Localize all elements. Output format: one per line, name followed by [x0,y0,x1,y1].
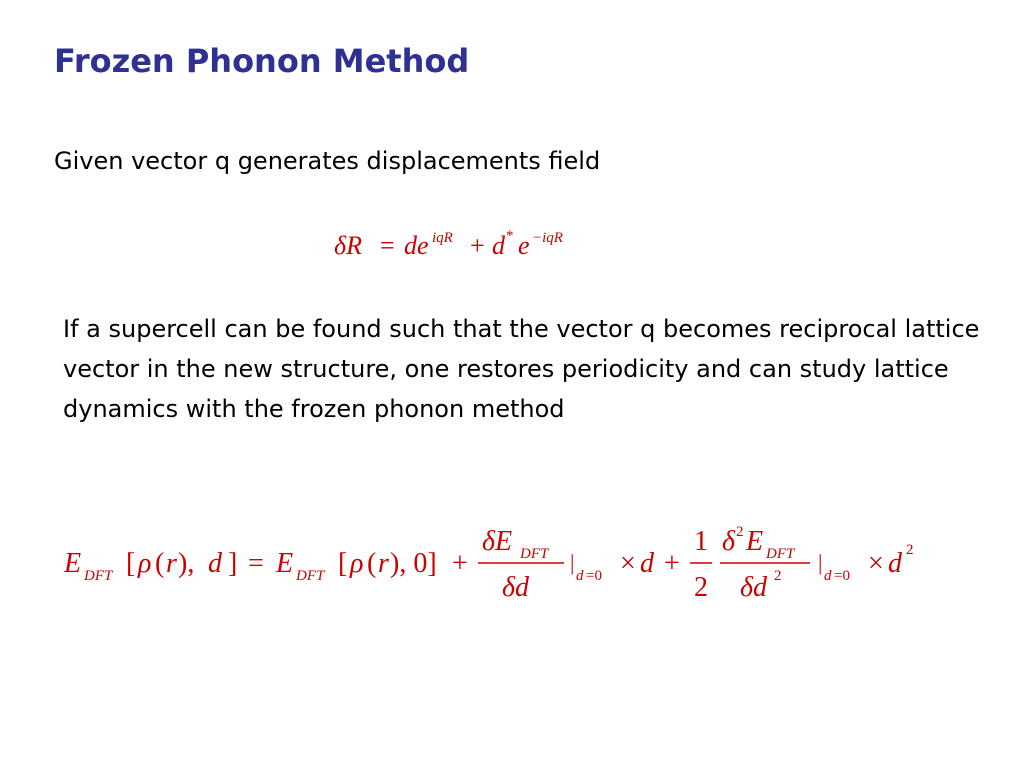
svg-text:),: ), [178,548,195,579]
svg-text:−iqR: −iqR [532,230,563,246]
svg-text:DFT: DFT [520,546,549,562]
svg-text:|: | [570,550,575,575]
svg-text:d: d [888,548,902,579]
svg-text:=0: =0 [834,568,850,584]
svg-text:(: ( [155,548,165,579]
svg-text:DFT: DFT [296,568,325,584]
svg-text:2: 2 [906,542,914,558]
svg-text:2: 2 [774,568,782,584]
svg-text:1: 1 [694,526,708,557]
svg-text:(: ( [367,548,377,579]
svg-text:]: ] [228,548,238,579]
svg-text:+: + [452,548,468,579]
svg-text:=0: =0 [586,568,602,584]
svg-text:de: de [404,231,429,260]
svg-text:d: d [492,231,505,260]
svg-text:e: e [518,231,530,260]
svg-text:d: d [640,548,654,579]
svg-text:DFT: DFT [766,546,795,562]
svg-text:E: E [64,548,82,579]
svg-text:=: = [248,548,264,579]
svg-text:δR: δR [334,231,362,260]
svg-text:δ: δ [722,526,736,557]
svg-text:d: d [576,568,584,584]
displacement-field-equation [320,218,620,278]
svg-text:δd: δd [502,572,530,603]
svg-text:2: 2 [694,572,708,603]
svg-text:ρ: ρ [350,548,364,579]
svg-text:+: + [470,231,485,260]
body-paragraph: If a supercell can be found such that the vector q becomes reciprocal lattice vector in the new structure, one restores periodicity and can study lattice dynamics with the frozen phonon method [63,315,980,423]
svg-text:δE: δE [482,526,513,557]
svg-text:DFT: DFT [84,568,113,584]
svg-text:|: | [818,550,823,575]
slide-title: Frozen Phonon Method [54,42,470,80]
svg-text:*: * [506,228,514,244]
intro-text: Given vector q generates displacements field [54,147,601,175]
svg-text:[: [ [338,548,348,579]
svg-text:ρ: ρ [138,548,152,579]
svg-text:+: + [664,548,680,579]
svg-text:r: r [166,548,177,579]
svg-text:2: 2 [736,524,744,540]
svg-text:×: × [868,548,884,579]
svg-text:d: d [824,568,832,584]
svg-text:d: d [208,548,222,579]
svg-text:r: r [378,548,389,579]
svg-text:=: = [380,231,395,260]
svg-text:[: [ [126,548,136,579]
svg-text:iqR: iqR [432,230,453,246]
svg-text:δd: δd [740,572,768,603]
energy-expansion-equation [60,512,960,622]
svg-text:E: E [746,526,764,557]
svg-text:), 0]: ), 0] [390,548,437,579]
svg-text:×: × [620,548,636,579]
svg-text:E: E [276,548,294,579]
